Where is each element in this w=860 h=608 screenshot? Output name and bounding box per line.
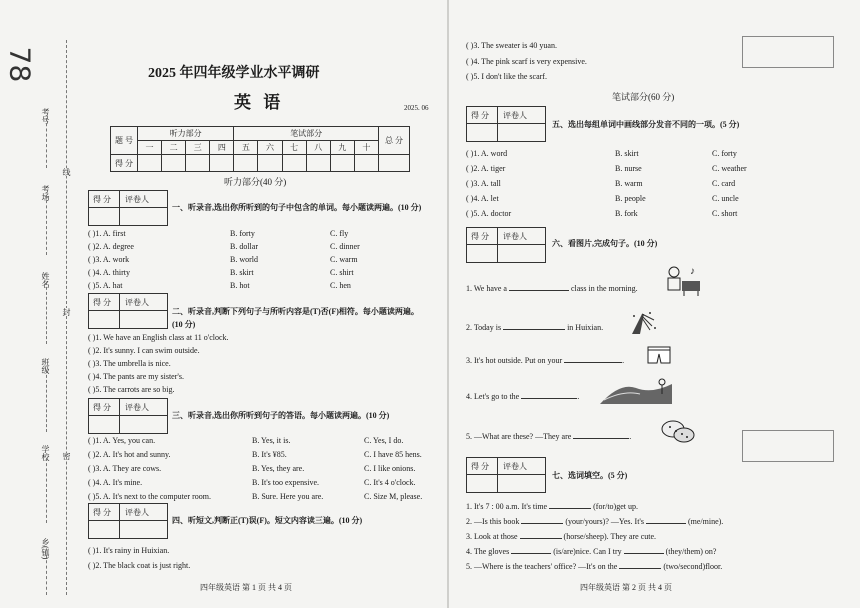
grader-score-label: 得 分 <box>93 298 111 307</box>
section-4-title: 四、听短文,判断正(T)误(F)。短文内容读三遍。(10 分) <box>172 516 363 525</box>
field-line-school <box>46 458 47 523</box>
sec1-q4-b: B. skirt <box>230 268 254 277</box>
score-table-number: 六 <box>258 141 282 155</box>
sec6-item-2-prefix: 2. Today is <box>466 323 502 332</box>
sec1-q3-a: ( )3. A. work <box>88 255 130 264</box>
sec5-q4-c: C. uncle <box>712 194 739 203</box>
section-3-title: 三、听录音,选出你所听到句子的答语。每小题读两遍。(10 分) <box>172 411 390 420</box>
margin-label-name: 姓名 <box>41 272 50 288</box>
field-line-class <box>46 370 47 432</box>
sec5-q2-c: C. weather <box>712 164 747 173</box>
score-table <box>110 126 410 172</box>
answer-blank[interactable] <box>509 282 569 291</box>
subject-title: 英 语 <box>234 93 285 112</box>
cut-label-line: 线 <box>62 168 71 176</box>
sec5-q3-b: B. warm <box>615 179 643 188</box>
answer-blank[interactable] <box>521 390 580 401</box>
score-table-total: 总 分 <box>379 127 410 155</box>
sec7-item-3-text: 3. Look at those <box>466 532 518 541</box>
sec1-q3-c: C. warm <box>330 255 358 264</box>
score-table-number: 十 <box>354 141 378 155</box>
grader-name-label: 评卷人 <box>503 111 527 120</box>
cut-label-secret: 密 <box>62 452 71 460</box>
section-6-title: 六、看图片,完成句子。(10 分) <box>552 239 658 248</box>
sec3-q4-b: B. It's too expensive. <box>252 478 319 487</box>
sec6-item-1-suffix: class in the morning. <box>570 284 638 293</box>
sec3-q3-c: C. I like onions. <box>364 464 416 473</box>
grader-name-label: 评卷人 <box>125 298 149 307</box>
field-line-name <box>46 282 47 344</box>
answer-blank[interactable] <box>520 530 562 539</box>
grader-box-6 <box>466 227 546 263</box>
sec6-item-3-suffix: . <box>622 356 625 365</box>
exam-date: 2025. 06 <box>404 104 429 112</box>
sec1-q5-b: B. hot <box>230 281 250 290</box>
grader-box-4 <box>88 503 168 539</box>
sec5-q3-c: C. card <box>712 179 736 188</box>
sec1-q1-a: ( )1. A. first <box>88 229 126 238</box>
sec7-item-4-text: 4. The gloves <box>466 547 510 556</box>
sec7-item-5-options: (two/second)floor. <box>663 562 723 571</box>
sec5-q1-a: ( )1. A. word <box>466 149 508 158</box>
sec2-item: ( )3. The umbrella is nice. <box>88 359 171 368</box>
sec2-item: ( )2. It's sunny. I can swim outside. <box>88 346 200 355</box>
score-table-number: 八 <box>306 141 330 155</box>
sec5-q4-a: ( )4. A. let <box>466 194 499 203</box>
sec6-item-3 <box>466 354 624 365</box>
sec7-item-4-options: (is/are)nice. Can I try <box>553 547 622 556</box>
score-table-number: 五 <box>234 141 258 155</box>
section-2-score: (10 分) <box>172 320 196 329</box>
score-table-score-label: 得 分 <box>111 155 138 172</box>
sec2-item: ( )4. The pants are my sister's. <box>88 372 184 381</box>
sec6-item-5-suffix: . <box>629 432 632 441</box>
score-table-number: 一 <box>138 141 162 155</box>
margin-label-school: 学校 <box>41 445 50 461</box>
sec3-q2-c: C. I have 85 hens. <box>364 450 422 459</box>
grader-score-label: 得 分 <box>93 508 111 517</box>
sec7-item-3 <box>466 530 656 541</box>
sec1-q3-b: B. world <box>230 255 258 264</box>
field-line-exam-room <box>46 195 47 255</box>
sec5-q2-b: B. nurse <box>615 164 642 173</box>
sec6-item-4-suffix: . <box>577 392 580 401</box>
sec3-q3-a: ( )3. A. They are cows. <box>88 464 162 473</box>
score-table-listening: 听力部分 <box>138 127 234 141</box>
sec7-item-1-text: 1. It's 7 : 00 a.m. It's time <box>466 502 548 511</box>
field-line-exam-number <box>46 118 47 168</box>
score-table-number: 七 <box>282 141 306 155</box>
sec5-q2-a: ( )2. A. tiger <box>466 164 506 173</box>
grader-score-label: 得 分 <box>93 403 111 412</box>
sec3-q4-a: ( )4. A. It's mine. <box>88 478 143 487</box>
score-table-number: 九 <box>330 141 354 155</box>
potatoes-picture <box>660 416 696 444</box>
sec1-q1-c: C. fly <box>330 229 349 238</box>
score-table-number: 二 <box>162 141 186 155</box>
sec3-q5-c: C. Size M, please. <box>364 492 423 501</box>
sec7-item-4 <box>466 545 716 556</box>
sec7-item-1-options: (for/to)get up. <box>593 502 638 511</box>
sec5-q5-b: B. fork <box>615 209 638 218</box>
cut-label-seal: 封 <box>62 308 71 316</box>
sec6-item-2-suffix: in Huixian. <box>567 323 604 332</box>
margin-label-exam-room: 考场 <box>41 185 50 201</box>
sec3-q3-b: B. Yes, they are. <box>252 464 305 473</box>
snowy-weather-picture <box>628 308 658 336</box>
sec6-item-1 <box>466 282 638 293</box>
sec4-item-4: ( )4. The pink scarf is very expensive. <box>466 57 587 66</box>
grader-score-label: 得 分 <box>93 195 111 204</box>
sec6-item-4-prefix: 4. Let's go to the <box>466 392 520 401</box>
sec3-q5-b: B. Sure. Here you are. <box>252 492 324 501</box>
answer-blank[interactable] <box>619 560 661 569</box>
sec5-q1-c: C. forty <box>712 149 737 158</box>
grader-box-3 <box>88 398 168 434</box>
sec3-q1-c: C. Yes, I do. <box>364 436 404 445</box>
sec5-q5-c: C. short <box>712 209 738 218</box>
score-table-number: 三 <box>186 141 210 155</box>
margin-label-exam-number: 考号 <box>41 108 50 124</box>
sec6-item-1-prefix: 1. We have a <box>466 284 507 293</box>
sec7-item-2-options-b: (me/mine). <box>687 517 724 526</box>
sec3-q1-b: B. Yes, it is. <box>252 436 291 445</box>
sec6-item-5-prefix: 5. —What are these? —They are <box>466 432 572 441</box>
music-class-picture <box>660 265 706 297</box>
grader-name-label: 评卷人 <box>503 232 527 241</box>
writing-header: 笔试部分(60 分) <box>612 92 675 102</box>
sec7-item-5 <box>466 560 722 571</box>
next-page-edge-box <box>742 430 834 462</box>
sec3-q4-c: C. It's 4 o'clock. <box>364 478 416 487</box>
score-table-writing: 笔试部分 <box>234 127 379 141</box>
sec7-item-4-options-b: (they/them) on? <box>665 547 717 556</box>
sec5-q3-a: ( )3. A. tall <box>466 179 501 188</box>
grader-score-label: 得 分 <box>471 111 489 120</box>
sec3-q1-a: ( )1. A. Yes, you can. <box>88 436 156 445</box>
score-table-question-label: 题 号 <box>111 127 138 155</box>
sec7-item-3-options: (horse/sheep). They are cute. <box>563 532 657 541</box>
grader-name-label: 评卷人 <box>125 403 149 412</box>
grader-box-5 <box>466 106 546 142</box>
sec1-q5-c: C. hen <box>330 281 351 290</box>
grader-box-7 <box>466 457 546 493</box>
sec1-q4-c: C. shirt <box>330 268 354 277</box>
binding-cut-line <box>66 40 67 595</box>
sec6-item-5 <box>466 430 631 441</box>
sec1-q2-c: C. dinner <box>330 242 360 251</box>
grader-box-2 <box>88 293 168 329</box>
sec1-q1-b: B. forty <box>230 229 255 238</box>
sec7-item-5-text: 5. —Where is the teachers' office? —It's on the <box>466 562 618 571</box>
sec4-item: ( )1. It's rainy in Huixian. <box>88 546 170 555</box>
sec1-q4-a: ( )4. A. thirty <box>88 268 130 277</box>
exam-title: 2025 年四年级学业水平调研 <box>148 66 320 81</box>
section-7-title: 七、选词填空。(5 分) <box>552 471 628 480</box>
sec6-item-2 <box>466 321 603 332</box>
answer-blank[interactable] <box>573 430 632 441</box>
sec4-item-5: ( )5. I don't like the scarf. <box>466 72 547 81</box>
answer-blank[interactable] <box>511 545 551 554</box>
grader-name-label: 评卷人 <box>125 195 149 204</box>
grader-score-label: 得 分 <box>471 462 489 471</box>
page-2-footer: 四年级英语 第 2 页 共 4 页 <box>580 583 672 592</box>
page-fold <box>447 0 449 608</box>
margin-label-township: 乡(镇) <box>41 538 50 560</box>
sec6-item-3-prefix: 3. It's hot outside. Put on your <box>466 356 563 365</box>
field-line-township <box>46 555 47 595</box>
answer-blank[interactable] <box>646 515 686 524</box>
park-picture <box>600 374 672 404</box>
grader-score-label: 得 分 <box>471 232 489 241</box>
next-page-edge-box <box>742 36 834 68</box>
grader-box-1 <box>88 190 168 226</box>
sec2-item: ( )1. We have an English class at 11 o'clock. <box>88 333 229 342</box>
margin-label-class: 班级 <box>41 358 50 374</box>
sec7-item-2 <box>466 515 723 526</box>
sec3-q2-b: B. It's ¥85. <box>252 450 287 459</box>
answer-blank[interactable] <box>624 545 664 554</box>
sec6-item-4 <box>466 390 579 401</box>
grader-name-label: 评卷人 <box>125 508 149 517</box>
answer-blank[interactable] <box>549 500 591 509</box>
sec1-q2-b: B. dollar <box>230 242 258 251</box>
handwritten-score: 78 <box>3 46 37 83</box>
sec5-q4-b: B. people <box>615 194 646 203</box>
sec3-q2-a: ( )2. A. It's hot and sunny. <box>88 450 171 459</box>
sec2-item: ( )5. The carrots are so big. <box>88 385 175 394</box>
sec4-item: ( )2. The black coat is just right. <box>88 561 191 570</box>
section-2-title: 二、听录音,判断下列句子与所听内容是(T)否(F)相符。每小题读两遍。 <box>172 307 419 316</box>
svg-text:♪: ♪ <box>690 266 695 277</box>
sec1-q2-a: ( )2. A. degree <box>88 242 134 251</box>
score-table-number: 四 <box>210 141 234 155</box>
sec5-q1-b: B. skirt <box>615 149 639 158</box>
sec4-item-3: ( )3. The sweater is 40 yuan. <box>466 41 557 50</box>
sec3-q5-a: ( )5. A. It's next to the computer room. <box>88 492 211 501</box>
sec1-q5-a: ( )5. A. hat <box>88 281 123 290</box>
sec7-item-2-options: (your/yours)? —Yes. It's <box>565 517 644 526</box>
answer-blank[interactable] <box>564 354 625 365</box>
shorts-picture <box>646 345 672 365</box>
section-1-title: 一、听录音,选出你所听到的句子中包含的单词。每小题读两遍。(10 分) <box>172 203 422 212</box>
grader-name-label: 评卷人 <box>503 462 527 471</box>
sec5-q5-a: ( )5. A. doctor <box>466 209 512 218</box>
listening-header: 听力部分(40 分) <box>224 177 287 187</box>
answer-blank[interactable] <box>521 515 563 524</box>
sec7-item-2-text: 2. —Is this book <box>466 517 520 526</box>
answer-blank[interactable] <box>503 321 565 330</box>
section-5-title: 五、选出每组单词中画线部分发音不同的一项。(5 分) <box>552 120 740 129</box>
sec7-item-1 <box>466 500 638 511</box>
page-1-footer: 四年级英语 第 1 页 共 4 页 <box>200 583 292 592</box>
